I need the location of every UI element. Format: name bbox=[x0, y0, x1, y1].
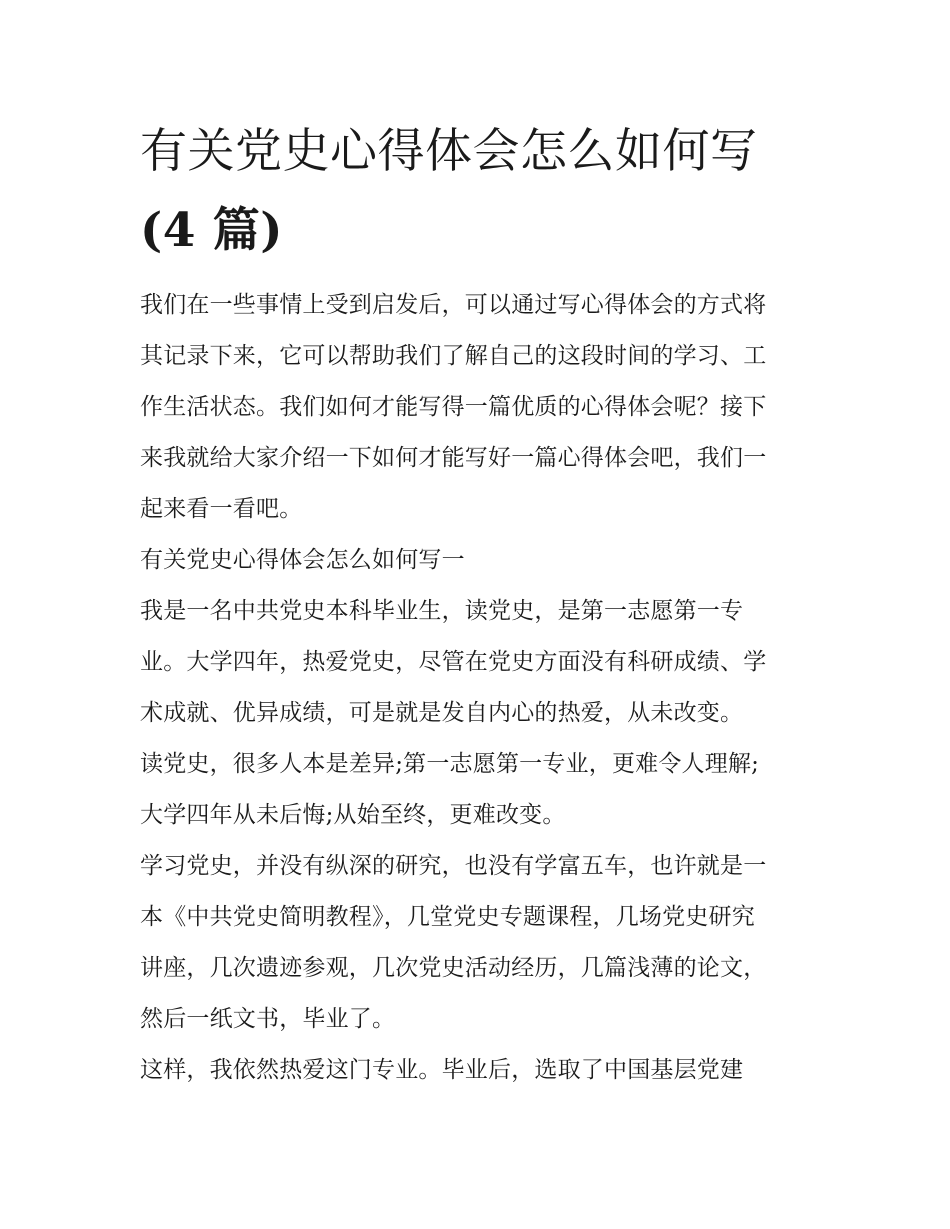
body-line: 起来看一看吧。 bbox=[140, 496, 303, 522]
title-line: (4 篇) bbox=[140, 203, 284, 258]
body-line: 然后一纸文书，毕业了。 bbox=[140, 1006, 396, 1032]
body-line: 来我就给大家介绍一下如何才能写好一篇心得体会吧，我们一 bbox=[140, 445, 767, 471]
body-line: 本《中共党史简明教程》，几堂党史专题课程，几场党史研究 bbox=[140, 904, 755, 930]
document-body bbox=[140, 280, 820, 1096]
body-line: 业。大学四年，热爱党史，尽管在党史方面没有科研成绩、学 bbox=[140, 649, 767, 675]
body-line: 这样，我依然热爱这门专业。毕业后，选取了中国基层党建 bbox=[140, 1057, 744, 1083]
body-line: 其记录下来，它可以帮助我们了解自己的这段时间的学习、工 bbox=[140, 343, 767, 369]
body-line: 我们在一些事情上受到启发后，可以通过写心得体会的方式将 bbox=[140, 292, 767, 318]
body-line: 大学四年从未后悔;从始至终，更难改变。 bbox=[140, 802, 566, 828]
body-line: 讲座，几次遗迹参观，几次党史活动经历，几篇浅薄的论文， bbox=[140, 955, 767, 981]
body-line: 读党史，很多人本是差异;第一志愿第一专业，更难令人理解; bbox=[140, 751, 760, 777]
document-title bbox=[140, 112, 820, 270]
body-line: 作生活状态。我们如何才能写得一篇优质的心得体会呢？接下 bbox=[140, 394, 767, 420]
title-line: 有关党史心得体会怎么如何写 bbox=[140, 124, 758, 179]
body-line: 术成就、优异成绩，可是就是发自内心的热爱，从未改变。 bbox=[140, 700, 744, 726]
section-heading: 有关党史心得体会怎么如何写一 bbox=[140, 547, 465, 573]
body-line: 学习党史，并没有纵深的研究，也没有学富五车，也许就是一 bbox=[140, 853, 767, 879]
body-line: 我是一名中共党史本科毕业生，读党史，是第一志愿第一专 bbox=[140, 598, 744, 624]
